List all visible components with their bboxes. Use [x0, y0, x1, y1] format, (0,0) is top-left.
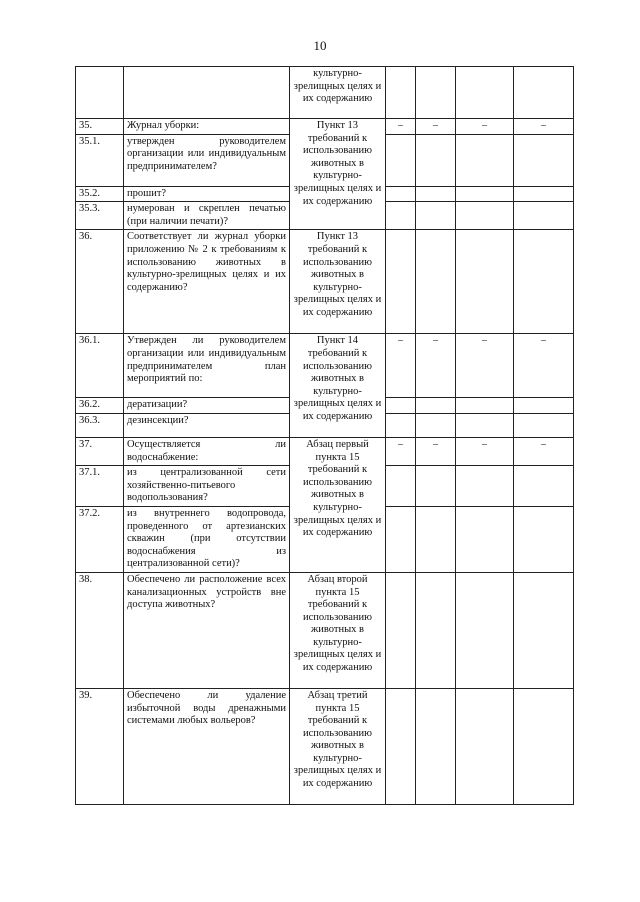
row-number: 35.2. — [76, 186, 124, 202]
answer-yes-cell: – — [386, 119, 416, 135]
note-cell — [514, 186, 574, 202]
table-row — [76, 437, 574, 465]
answer-no-cell: – — [416, 437, 456, 465]
answer-na-cell — [456, 506, 514, 572]
answer-no-cell — [416, 186, 456, 202]
answer-na-cell — [456, 134, 514, 186]
row-number: 36.2. — [76, 398, 124, 414]
row-number: 39. — [76, 688, 124, 804]
answer-yes-cell — [386, 186, 416, 202]
answer-na-cell — [456, 466, 514, 507]
requirement-question: дезинсекции? — [124, 413, 290, 437]
requirement-question: Утвержден ли руководителем организации или индивидуальным предпринимателем план мероприятий по: — [124, 334, 290, 398]
note-cell: – — [514, 119, 574, 135]
checklist-table — [75, 66, 574, 805]
row-number: 36.3. — [76, 413, 124, 437]
answer-yes-cell — [386, 572, 416, 688]
answer-yes-cell: – — [386, 334, 416, 398]
table-row — [76, 572, 574, 688]
answer-yes-cell — [386, 230, 416, 334]
row-number: 35.3. — [76, 202, 124, 230]
legal-reference: Абзац третий пункта 15 требований к использованию животных в культурно-зрелищных целях и их содержанию — [290, 688, 386, 804]
answer-no-cell — [416, 67, 456, 119]
requirement-question: Обеспечено ли расположение всех канализационных устройств вне доступа животных? — [124, 572, 290, 688]
note-cell — [514, 398, 574, 414]
note-cell — [514, 67, 574, 119]
note-cell — [514, 466, 574, 507]
answer-yes-cell — [386, 134, 416, 186]
answer-no-cell — [416, 466, 456, 507]
answer-na-cell: – — [456, 334, 514, 398]
answer-na-cell: – — [456, 437, 514, 465]
answer-yes-cell — [386, 506, 416, 572]
table-row — [76, 119, 574, 135]
legal-reference: Пункт 14 требований к использованию животных в культурно-зрелищных целях и их содержанию — [290, 334, 386, 438]
legal-reference: Пункт 13 требований к использованию животных в культурно-зрелищных целях и их содержанию — [290, 119, 386, 230]
answer-na-cell — [456, 398, 514, 414]
note-cell — [514, 506, 574, 572]
requirement-question: из централизованной сети хозяйственно-питьевого водопользования? — [124, 466, 290, 507]
answer-no-cell: – — [416, 119, 456, 135]
answer-no-cell — [416, 506, 456, 572]
note-cell: – — [514, 334, 574, 398]
answer-na-cell: – — [456, 119, 514, 135]
row-number: 37.1. — [76, 466, 124, 507]
note-cell — [514, 572, 574, 688]
note-cell — [514, 134, 574, 186]
answer-na-cell — [456, 413, 514, 437]
requirement-question: утвержден руководителем организации или индивидуальным предпринимателем? — [124, 134, 290, 186]
page-number: 10 — [313, 38, 327, 53]
table-row — [76, 67, 574, 119]
answer-yes-cell — [386, 688, 416, 804]
legal-reference: Абзац первый пункта 15 требований к использованию животных в культурно-зрелищных целях и их содержанию — [290, 437, 386, 572]
requirement-question: Осуществляется ли водоснабжение: — [124, 437, 290, 465]
answer-na-cell — [456, 572, 514, 688]
answer-no-cell — [416, 398, 456, 414]
row-number: 36.1. — [76, 334, 124, 398]
answer-no-cell — [416, 688, 456, 804]
row-number: 35.1. — [76, 134, 124, 186]
note-cell — [514, 413, 574, 437]
table-row — [76, 230, 574, 334]
requirement-question: Журнал уборки: — [124, 119, 290, 135]
answer-na-cell — [456, 230, 514, 334]
answer-yes-cell — [386, 202, 416, 230]
row-number: 36. — [76, 230, 124, 334]
legal-reference: Абзац второй пункта 15 требований к использованию животных в культурно-зрелищных целях и их содержанию — [290, 572, 386, 688]
note-cell — [514, 688, 574, 804]
requirement-question: нумерован и скреплен печатью (при наличии печати)? — [124, 202, 290, 230]
answer-yes-cell — [386, 398, 416, 414]
answer-no-cell — [416, 202, 456, 230]
legal-reference: Пункт 13 требований к использованию животных в культурно-зрелищных целях и их содержанию — [290, 230, 386, 334]
note-cell — [514, 230, 574, 334]
answer-na-cell — [456, 688, 514, 804]
row-number: 37.2. — [76, 506, 124, 572]
answer-no-cell — [416, 230, 456, 334]
legal-reference: культурно-зрелищных целях и их содержанию — [290, 67, 386, 119]
note-cell — [514, 202, 574, 230]
row-number — [76, 67, 124, 119]
requirement-question — [124, 67, 290, 119]
answer-no-cell: – — [416, 334, 456, 398]
answer-na-cell — [456, 67, 514, 119]
row-number: 37. — [76, 437, 124, 465]
table-row — [76, 688, 574, 804]
requirement-question: из внутреннего водопровода, проведенного от артезианских скважин (при отсутствии водоснабжения из централизованной сети)? — [124, 506, 290, 572]
answer-yes-cell: – — [386, 437, 416, 465]
answer-na-cell — [456, 202, 514, 230]
answer-no-cell — [416, 134, 456, 186]
answer-no-cell — [416, 413, 456, 437]
answer-na-cell — [456, 186, 514, 202]
note-cell: – — [514, 437, 574, 465]
answer-no-cell — [416, 572, 456, 688]
answer-yes-cell — [386, 466, 416, 507]
requirement-question: Соответствует ли журнал уборки приложению № 2 к требованиям к использованию животных в культурно-зрелищных целях и их содержанию? — [124, 230, 290, 334]
table-row — [76, 334, 574, 398]
row-number: 38. — [76, 572, 124, 688]
requirement-question: прошит? — [124, 186, 290, 202]
requirement-question: дератизации? — [124, 398, 290, 414]
answer-yes-cell — [386, 67, 416, 119]
requirement-question: Обеспечено ли удаление избыточной воды дренажными системами любых вольеров? — [124, 688, 290, 804]
row-number: 35. — [76, 119, 124, 135]
answer-yes-cell — [386, 413, 416, 437]
